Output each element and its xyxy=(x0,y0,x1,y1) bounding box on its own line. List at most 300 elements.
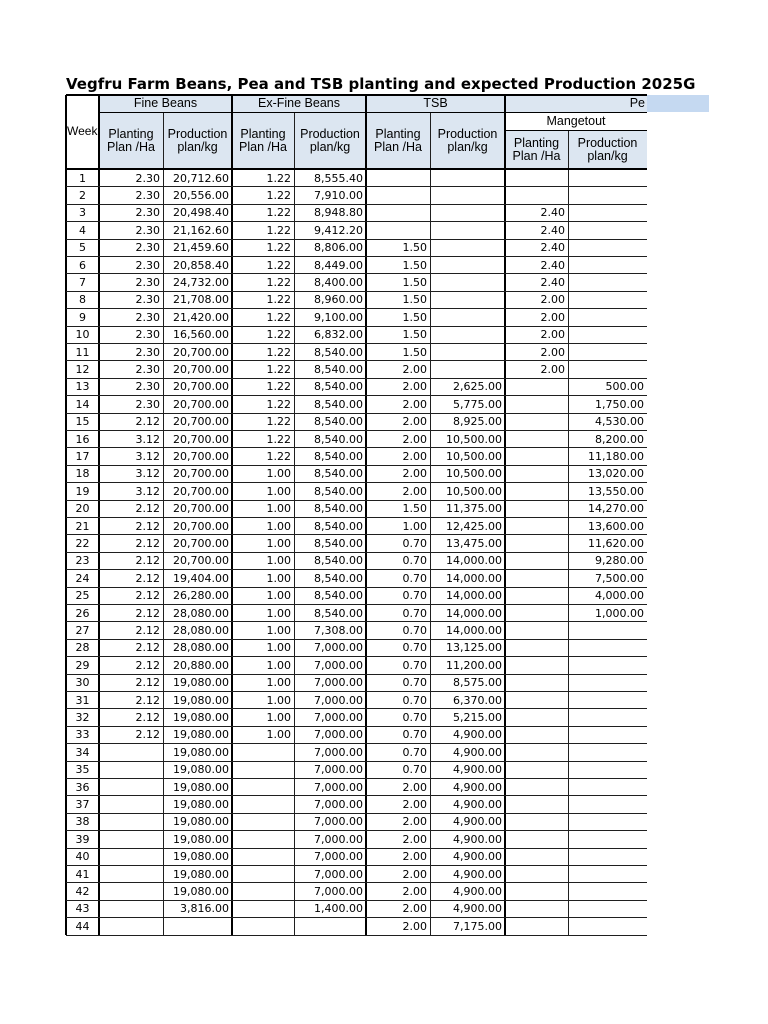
mangetout-planting-cell[interactable]: 2.40 xyxy=(540,223,565,237)
tsb-production-cell[interactable]: 2,625.00 xyxy=(453,380,502,394)
mangetout-planting-cell[interactable] xyxy=(505,657,568,674)
ex-fine-production-cell[interactable]: 7,000.00 xyxy=(314,867,363,881)
mangetout-production-cell[interactable] xyxy=(568,187,647,204)
ex-fine-production-cell[interactable]: 1,400.00 xyxy=(314,902,363,916)
ex-fine-planting-cell[interactable]: 1.22 xyxy=(266,171,291,185)
ex-fine-production-cell[interactable]: 8,540.00 xyxy=(314,484,363,498)
ex-fine-production-cell[interactable]: 7,000.00 xyxy=(314,763,363,777)
ex-fine-planting-cell[interactable]: 1.00 xyxy=(266,693,291,707)
tsb-production-cell[interactable]: 12,425.00 xyxy=(446,519,502,533)
ex-fine-production-cell[interactable]: 8,960.00 xyxy=(314,293,363,307)
mangetout-planting-cell[interactable] xyxy=(505,639,568,656)
ex-fine-planting-cell[interactable]: 1.22 xyxy=(266,310,291,324)
tsb-production-cell[interactable]: 4,900.00 xyxy=(453,745,502,759)
tsb-production-cell[interactable]: 14,000.00 xyxy=(446,554,502,568)
mangetout-production-cell[interactable] xyxy=(568,274,647,291)
mangetout-planting-cell[interactable] xyxy=(505,779,568,796)
mangetout-production-cell[interactable]: 7,500.00 xyxy=(595,571,644,585)
mangetout-production-cell[interactable]: 11,620.00 xyxy=(588,536,644,550)
week-cell[interactable]: 19 xyxy=(75,484,90,498)
week-cell[interactable]: 41 xyxy=(75,867,90,881)
tsb-production-cell[interactable] xyxy=(430,239,505,256)
tsb-production-cell[interactable]: 11,200.00 xyxy=(446,658,502,672)
ex-fine-production-cell[interactable]: 9,412.20 xyxy=(314,223,363,237)
week-cell[interactable]: 1 xyxy=(79,171,86,185)
mangetout-production-cell[interactable]: 14,270.00 xyxy=(588,502,644,516)
ex-fine-production-cell[interactable]: 8,540.00 xyxy=(314,432,363,446)
ex-fine-production-cell[interactable]: 7,000.00 xyxy=(314,693,363,707)
mangetout-production-cell[interactable] xyxy=(568,674,647,691)
fine-beans-production-cell[interactable]: 20,880.00 xyxy=(173,658,229,672)
ex-fine-production-cell[interactable]: 8,948.80 xyxy=(314,206,363,220)
tsb-planting-cell[interactable]: 0.70 xyxy=(402,606,427,620)
fine-beans-production-cell[interactable]: 19,080.00 xyxy=(173,745,229,759)
week-cell[interactable]: 34 xyxy=(75,745,90,759)
fine-beans-planting-cell[interactable] xyxy=(99,796,163,813)
mangetout-planting-cell[interactable]: 2.00 xyxy=(540,293,565,307)
mangetout-production-cell[interactable]: 11,180.00 xyxy=(588,449,644,463)
mangetout-production-cell[interactable] xyxy=(568,761,647,778)
fine-beans-planting-cell[interactable]: 2.12 xyxy=(135,502,160,516)
tsb-production-cell[interactable]: 14,000.00 xyxy=(446,571,502,585)
mangetout-planting-cell[interactable]: 2.40 xyxy=(540,258,565,272)
ex-fine-production-cell[interactable]: 7,910.00 xyxy=(314,188,363,202)
fine-beans-planting-cell[interactable]: 2.30 xyxy=(135,258,160,272)
fine-beans-planting-cell[interactable]: 2.30 xyxy=(135,188,160,202)
mangetout-production-cell[interactable] xyxy=(568,291,647,308)
tsb-planting-cell[interactable]: 1.50 xyxy=(402,275,427,289)
fine-beans-planting-cell[interactable]: 3.12 xyxy=(135,449,160,463)
ex-fine-production-cell[interactable]: 8,806.00 xyxy=(314,241,363,255)
ex-fine-production-cell[interactable]: 7,000.00 xyxy=(314,832,363,846)
mangetout-planting-cell[interactable] xyxy=(505,500,568,517)
tsb-production-cell[interactable]: 4,900.00 xyxy=(453,797,502,811)
fine-beans-production-cell[interactable]: 19,080.00 xyxy=(173,867,229,881)
mangetout-planting-cell[interactable] xyxy=(505,622,568,639)
tsb-production-cell[interactable]: 5,775.00 xyxy=(453,397,502,411)
mangetout-production-cell[interactable] xyxy=(568,726,647,743)
mangetout-production-cell[interactable] xyxy=(568,709,647,726)
tsb-planting-cell[interactable]: 2.00 xyxy=(402,380,427,394)
ex-fine-planting-cell[interactable]: 1.00 xyxy=(266,589,291,603)
ex-fine-production-cell[interactable]: 6,832.00 xyxy=(314,328,363,342)
mangetout-production-cell[interactable] xyxy=(568,813,647,830)
ex-fine-production-cell[interactable]: 8,540.00 xyxy=(314,554,363,568)
fine-beans-production-cell[interactable]: 20,700.00 xyxy=(173,362,229,376)
mangetout-production-cell[interactable]: 13,550.00 xyxy=(588,484,644,498)
mangetout-production-cell[interactable] xyxy=(568,866,647,883)
week-cell[interactable]: 26 xyxy=(75,606,90,620)
week-cell[interactable]: 12 xyxy=(75,362,90,376)
fine-beans-production-cell[interactable]: 20,700.00 xyxy=(173,432,229,446)
tsb-planting-cell[interactable]: 0.70 xyxy=(402,536,427,550)
tsb-planting-cell[interactable]: 1.00 xyxy=(402,519,427,533)
tsb-planting-cell[interactable]: 0.70 xyxy=(402,658,427,672)
fine-beans-planting-cell[interactable] xyxy=(99,900,163,917)
ex-fine-planting-cell[interactable]: 1.22 xyxy=(266,223,291,237)
ex-fine-planting-cell[interactable]: 1.00 xyxy=(266,519,291,533)
mangetout-planting-cell[interactable]: 2.40 xyxy=(540,241,565,255)
tsb-production-cell[interactable]: 10,500.00 xyxy=(446,432,502,446)
fine-beans-production-cell[interactable]: 19,080.00 xyxy=(173,763,229,777)
week-cell[interactable]: 18 xyxy=(75,467,90,481)
tsb-planting-cell[interactable]: 0.70 xyxy=(402,554,427,568)
week-cell[interactable]: 40 xyxy=(75,850,90,864)
tsb-production-cell[interactable]: 4,900.00 xyxy=(453,728,502,742)
mangetout-planting-cell[interactable]: 2.00 xyxy=(540,328,565,342)
tsb-production-cell[interactable] xyxy=(430,326,505,343)
week-cell[interactable]: 33 xyxy=(75,728,90,742)
ex-fine-planting-cell[interactable]: 1.22 xyxy=(266,432,291,446)
fine-beans-production-cell[interactable]: 20,700.00 xyxy=(173,345,229,359)
fine-beans-planting-cell[interactable]: 3.12 xyxy=(135,467,160,481)
tsb-production-cell[interactable] xyxy=(430,204,505,221)
mangetout-planting-cell[interactable] xyxy=(505,866,568,883)
mangetout-planting-cell[interactable] xyxy=(505,674,568,691)
mangetout-planting-cell[interactable] xyxy=(505,831,568,848)
tsb-production-cell[interactable]: 7,175.00 xyxy=(453,919,502,933)
week-cell[interactable]: 6 xyxy=(79,258,86,272)
week-cell[interactable]: 17 xyxy=(75,449,90,463)
mangetout-planting-cell[interactable] xyxy=(505,726,568,743)
ex-fine-planting-cell[interactable]: 1.22 xyxy=(266,415,291,429)
mangetout-production-cell[interactable]: 4,530.00 xyxy=(595,415,644,429)
ex-fine-planting-cell[interactable] xyxy=(232,813,294,830)
week-cell[interactable]: 3 xyxy=(79,206,86,220)
tsb-planting-cell[interactable]: 2.00 xyxy=(402,449,427,463)
mangetout-planting-cell[interactable] xyxy=(505,570,568,587)
fine-beans-planting-cell[interactable]: 2.12 xyxy=(135,536,160,550)
ex-fine-planting-cell[interactable]: 1.22 xyxy=(266,258,291,272)
week-cell[interactable]: 4 xyxy=(79,223,86,237)
fine-beans-production-cell[interactable]: 24,732.00 xyxy=(173,275,229,289)
mangetout-production-cell[interactable] xyxy=(568,639,647,656)
tsb-planting-cell[interactable]: 0.70 xyxy=(402,641,427,655)
fine-beans-planting-cell[interactable]: 2.30 xyxy=(135,310,160,324)
fine-beans-planting-cell[interactable]: 2.12 xyxy=(135,519,160,533)
ex-fine-production-cell[interactable]: 8,540.00 xyxy=(314,589,363,603)
ex-fine-planting-cell[interactable]: 1.22 xyxy=(266,362,291,376)
fine-beans-planting-cell[interactable]: 2.12 xyxy=(135,710,160,724)
fine-beans-planting-cell[interactable]: 2.30 xyxy=(135,241,160,255)
tsb-planting-cell[interactable]: 2.00 xyxy=(402,797,427,811)
tsb-production-cell[interactable] xyxy=(430,344,505,361)
fine-beans-planting-cell[interactable]: 2.30 xyxy=(135,362,160,376)
tsb-planting-cell[interactable]: 2.00 xyxy=(402,919,427,933)
week-cell[interactable]: 36 xyxy=(75,780,90,794)
tsb-production-cell[interactable] xyxy=(430,222,505,239)
mangetout-production-cell[interactable] xyxy=(568,779,647,796)
fine-beans-production-cell[interactable]: 19,080.00 xyxy=(173,832,229,846)
ex-fine-planting-cell[interactable] xyxy=(232,866,294,883)
tsb-planting-cell[interactable]: 2.00 xyxy=(402,362,427,376)
mangetout-planting-cell[interactable]: 2.00 xyxy=(540,310,565,324)
mangetout-production-cell[interactable] xyxy=(568,622,647,639)
mangetout-planting-cell[interactable] xyxy=(505,378,568,395)
fine-beans-planting-cell[interactable]: 2.12 xyxy=(135,623,160,637)
ex-fine-planting-cell[interactable]: 1.22 xyxy=(266,345,291,359)
fine-beans-production-cell[interactable] xyxy=(163,918,232,935)
fine-beans-production-cell[interactable]: 20,700.00 xyxy=(173,415,229,429)
fine-beans-production-cell[interactable]: 21,420.00 xyxy=(173,310,229,324)
ex-fine-planting-cell[interactable]: 1.22 xyxy=(266,188,291,202)
tsb-production-cell[interactable]: 5,215.00 xyxy=(453,710,502,724)
fine-beans-planting-cell[interactable]: 2.30 xyxy=(135,171,160,185)
tsb-planting-cell[interactable]: 1.50 xyxy=(402,293,427,307)
fine-beans-production-cell[interactable]: 20,556.00 xyxy=(173,188,229,202)
fine-beans-production-cell[interactable]: 16,560.00 xyxy=(173,328,229,342)
tsb-production-cell[interactable] xyxy=(430,361,505,378)
tsb-production-cell[interactable] xyxy=(430,170,505,187)
mangetout-production-cell[interactable] xyxy=(568,744,647,761)
mangetout-planting-cell[interactable] xyxy=(505,448,568,465)
tsb-planting-cell[interactable]: 2.00 xyxy=(402,432,427,446)
mangetout-production-cell[interactable] xyxy=(568,918,647,935)
mangetout-production-cell[interactable] xyxy=(568,796,647,813)
fine-beans-production-cell[interactable]: 19,080.00 xyxy=(173,797,229,811)
ex-fine-planting-cell[interactable] xyxy=(232,761,294,778)
week-cell[interactable]: 44 xyxy=(75,919,90,933)
week-cell[interactable]: 9 xyxy=(79,310,86,324)
tsb-production-cell[interactable]: 8,925.00 xyxy=(453,415,502,429)
mangetout-production-cell[interactable]: 13,020.00 xyxy=(588,467,644,481)
ex-fine-planting-cell[interactable]: 1.00 xyxy=(266,467,291,481)
ex-fine-production-cell[interactable]: 7,000.00 xyxy=(314,745,363,759)
tsb-planting-cell[interactable]: 2.00 xyxy=(402,884,427,898)
mangetout-planting-cell[interactable] xyxy=(505,605,568,622)
week-cell[interactable]: 20 xyxy=(75,502,90,516)
tsb-planting-cell[interactable]: 2.00 xyxy=(402,467,427,481)
mangetout-production-cell[interactable]: 9,280.00 xyxy=(595,554,644,568)
tsb-planting-cell[interactable]: 1.50 xyxy=(402,502,427,516)
mangetout-production-cell[interactable] xyxy=(568,170,647,187)
ex-fine-planting-cell[interactable]: 1.00 xyxy=(266,571,291,585)
ex-fine-planting-cell[interactable]: 1.22 xyxy=(266,293,291,307)
ex-fine-production-cell[interactable]: 7,000.00 xyxy=(314,641,363,655)
ex-fine-production-cell[interactable]: 8,540.00 xyxy=(314,519,363,533)
tsb-production-cell[interactable]: 10,500.00 xyxy=(446,467,502,481)
ex-fine-production-cell[interactable]: 7,000.00 xyxy=(314,658,363,672)
tsb-production-cell[interactable]: 11,375.00 xyxy=(446,502,502,516)
tsb-planting-cell[interactable]: 1.50 xyxy=(402,258,427,272)
tsb-planting-cell[interactable]: 2.00 xyxy=(402,484,427,498)
tsb-planting-cell[interactable]: 0.70 xyxy=(402,676,427,690)
tsb-production-cell[interactable]: 4,900.00 xyxy=(453,815,502,829)
fine-beans-planting-cell[interactable]: 2.12 xyxy=(135,589,160,603)
tsb-planting-cell[interactable]: 2.00 xyxy=(402,397,427,411)
mangetout-planting-cell[interactable]: 2.40 xyxy=(540,206,565,220)
tsb-planting-cell[interactable]: 1.50 xyxy=(402,241,427,255)
fine-beans-production-cell[interactable]: 19,080.00 xyxy=(173,884,229,898)
tsb-planting-cell[interactable]: 0.70 xyxy=(402,745,427,759)
fine-beans-production-cell[interactable]: 20,700.00 xyxy=(173,519,229,533)
fine-beans-production-cell[interactable]: 19,080.00 xyxy=(173,850,229,864)
ex-fine-planting-cell[interactable]: 1.00 xyxy=(266,502,291,516)
tsb-production-cell[interactable]: 10,500.00 xyxy=(446,449,502,463)
week-cell[interactable]: 30 xyxy=(75,676,90,690)
week-cell[interactable]: 37 xyxy=(75,797,90,811)
mangetout-planting-cell[interactable] xyxy=(505,431,568,448)
week-cell[interactable]: 21 xyxy=(75,519,90,533)
mangetout-planting-cell[interactable] xyxy=(505,535,568,552)
week-cell[interactable]: 38 xyxy=(75,815,90,829)
fine-beans-production-cell[interactable]: 28,080.00 xyxy=(173,606,229,620)
week-cell[interactable]: 25 xyxy=(75,589,90,603)
ex-fine-production-cell[interactable]: 7,000.00 xyxy=(314,676,363,690)
mangetout-production-cell[interactable]: 500.00 xyxy=(605,380,644,394)
fine-beans-production-cell[interactable]: 19,080.00 xyxy=(173,815,229,829)
fine-beans-production-cell[interactable]: 20,700.00 xyxy=(173,380,229,394)
ex-fine-planting-cell[interactable]: 1.00 xyxy=(266,606,291,620)
mangetout-planting-cell[interactable]: 2.40 xyxy=(540,275,565,289)
week-cell[interactable]: 42 xyxy=(75,884,90,898)
week-cell[interactable]: 14 xyxy=(75,397,90,411)
ex-fine-planting-cell[interactable]: 1.22 xyxy=(266,449,291,463)
ex-fine-production-cell[interactable]: 7,000.00 xyxy=(314,850,363,864)
mangetout-production-cell[interactable] xyxy=(568,657,647,674)
ex-fine-planting-cell[interactable]: 1.00 xyxy=(266,676,291,690)
tsb-planting-cell[interactable]: 2.00 xyxy=(402,867,427,881)
fine-beans-production-cell[interactable]: 20,700.00 xyxy=(173,502,229,516)
mangetout-planting-cell[interactable] xyxy=(505,744,568,761)
fine-beans-production-cell[interactable]: 20,700.00 xyxy=(173,554,229,568)
ex-fine-production-cell[interactable]: 7,000.00 xyxy=(314,815,363,829)
ex-fine-planting-cell[interactable]: 1.00 xyxy=(266,484,291,498)
mangetout-production-cell[interactable] xyxy=(568,361,647,378)
ex-fine-planting-cell[interactable]: 1.00 xyxy=(266,710,291,724)
fine-beans-production-cell[interactable]: 21,708.00 xyxy=(173,293,229,307)
ex-fine-production-cell[interactable]: 8,540.00 xyxy=(314,362,363,376)
week-cell[interactable]: 22 xyxy=(75,536,90,550)
ex-fine-production-cell[interactable]: 7,000.00 xyxy=(314,780,363,794)
mangetout-production-cell[interactable] xyxy=(568,257,647,274)
fine-beans-production-cell[interactable]: 20,700.00 xyxy=(173,449,229,463)
fine-beans-planting-cell[interactable] xyxy=(99,918,163,935)
ex-fine-production-cell[interactable]: 8,540.00 xyxy=(314,536,363,550)
fine-beans-production-cell[interactable]: 20,712.60 xyxy=(173,171,229,185)
fine-beans-planting-cell[interactable]: 2.12 xyxy=(135,658,160,672)
ex-fine-production-cell[interactable]: 7,308.00 xyxy=(314,623,363,637)
week-cell[interactable]: 43 xyxy=(75,902,90,916)
week-cell[interactable]: 7 xyxy=(79,275,86,289)
ex-fine-production-cell[interactable]: 7,000.00 xyxy=(314,728,363,742)
week-cell[interactable]: 5 xyxy=(79,241,86,255)
mangetout-planting-cell[interactable] xyxy=(505,552,568,569)
ex-fine-planting-cell[interactable] xyxy=(232,779,294,796)
ex-fine-planting-cell[interactable]: 1.00 xyxy=(266,554,291,568)
mangetout-production-cell[interactable] xyxy=(568,222,647,239)
tsb-planting-cell[interactable]: 0.70 xyxy=(402,623,427,637)
fine-beans-planting-cell[interactable] xyxy=(99,779,163,796)
mangetout-production-cell[interactable]: 8,200.00 xyxy=(595,432,644,446)
ex-fine-production-cell[interactable]: 7,000.00 xyxy=(314,797,363,811)
week-cell[interactable]: 23 xyxy=(75,554,90,568)
fine-beans-planting-cell[interactable]: 2.30 xyxy=(135,223,160,237)
tsb-production-cell[interactable]: 4,900.00 xyxy=(453,884,502,898)
tsb-production-cell[interactable]: 10,500.00 xyxy=(446,484,502,498)
fine-beans-planting-cell[interactable] xyxy=(99,831,163,848)
ex-fine-planting-cell[interactable] xyxy=(232,848,294,865)
mangetout-planting-cell[interactable] xyxy=(505,465,568,482)
fine-beans-planting-cell[interactable]: 2.12 xyxy=(135,415,160,429)
fine-beans-production-cell[interactable]: 20,700.00 xyxy=(173,467,229,481)
fine-beans-planting-cell[interactable]: 2.30 xyxy=(135,345,160,359)
ex-fine-planting-cell[interactable]: 1.00 xyxy=(266,658,291,672)
tsb-planting-cell[interactable]: 2.00 xyxy=(402,415,427,429)
fine-beans-production-cell[interactable]: 20,858.40 xyxy=(173,258,229,272)
fine-beans-production-cell[interactable]: 19,080.00 xyxy=(173,693,229,707)
tsb-production-cell[interactable]: 4,900.00 xyxy=(453,780,502,794)
fine-beans-planting-cell[interactable] xyxy=(99,744,163,761)
fine-beans-production-cell[interactable]: 20,700.00 xyxy=(173,397,229,411)
fine-beans-production-cell[interactable]: 19,080.00 xyxy=(173,710,229,724)
fine-beans-production-cell[interactable]: 19,080.00 xyxy=(173,676,229,690)
ex-fine-planting-cell[interactable] xyxy=(232,918,294,935)
mangetout-production-cell[interactable] xyxy=(568,344,647,361)
week-cell[interactable]: 31 xyxy=(75,693,90,707)
ex-fine-production-cell[interactable]: 8,555.40 xyxy=(314,171,363,185)
week-cell[interactable]: 11 xyxy=(75,345,90,359)
tsb-production-cell[interactable]: 13,125.00 xyxy=(446,641,502,655)
fine-beans-planting-cell[interactable]: 2.12 xyxy=(135,676,160,690)
mangetout-planting-cell[interactable] xyxy=(505,709,568,726)
mangetout-production-cell[interactable]: 1,750.00 xyxy=(595,397,644,411)
ex-fine-planting-cell[interactable] xyxy=(232,744,294,761)
ex-fine-production-cell[interactable]: 8,400.00 xyxy=(314,275,363,289)
fine-beans-production-cell[interactable]: 28,080.00 xyxy=(173,623,229,637)
week-cell[interactable]: 13 xyxy=(75,380,90,394)
tsb-production-cell[interactable] xyxy=(430,309,505,326)
ex-fine-production-cell[interactable]: 7,000.00 xyxy=(314,884,363,898)
tsb-planting-cell[interactable]: 2.00 xyxy=(402,780,427,794)
week-cell[interactable]: 39 xyxy=(75,832,90,846)
tsb-planting-cell[interactable]: 0.70 xyxy=(402,693,427,707)
mangetout-production-cell[interactable] xyxy=(568,204,647,221)
tsb-production-cell[interactable]: 4,900.00 xyxy=(453,832,502,846)
ex-fine-production-cell[interactable]: 8,449.00 xyxy=(314,258,363,272)
ex-fine-production-cell[interactable]: 8,540.00 xyxy=(314,415,363,429)
fine-beans-planting-cell[interactable] xyxy=(99,866,163,883)
fine-beans-production-cell[interactable]: 20,700.00 xyxy=(173,536,229,550)
ex-fine-planting-cell[interactable]: 1.22 xyxy=(266,397,291,411)
mangetout-planting-cell[interactable] xyxy=(505,918,568,935)
mangetout-production-cell[interactable] xyxy=(568,831,647,848)
tsb-planting-cell[interactable]: 0.70 xyxy=(402,710,427,724)
mangetout-planting-cell[interactable] xyxy=(505,813,568,830)
ex-fine-planting-cell[interactable] xyxy=(232,900,294,917)
mangetout-production-cell[interactable] xyxy=(568,326,647,343)
mangetout-production-cell[interactable] xyxy=(568,239,647,256)
fine-beans-production-cell[interactable]: 26,280.00 xyxy=(173,589,229,603)
mangetout-planting-cell[interactable] xyxy=(505,796,568,813)
ex-fine-planting-cell[interactable]: 1.22 xyxy=(266,328,291,342)
week-cell[interactable]: 35 xyxy=(75,763,90,777)
fine-beans-planting-cell[interactable]: 2.12 xyxy=(135,728,160,742)
ex-fine-production-cell[interactable]: 8,540.00 xyxy=(314,397,363,411)
tsb-planting-cell[interactable]: 0.70 xyxy=(402,589,427,603)
mangetout-production-cell[interactable]: 13,600.00 xyxy=(588,519,644,533)
mangetout-production-cell[interactable] xyxy=(568,883,647,900)
ex-fine-production-cell[interactable]: 8,540.00 xyxy=(314,449,363,463)
tsb-production-cell[interactable] xyxy=(430,274,505,291)
fine-beans-planting-cell[interactable] xyxy=(99,813,163,830)
ex-fine-planting-cell[interactable] xyxy=(232,831,294,848)
fine-beans-planting-cell[interactable]: 2.12 xyxy=(135,641,160,655)
fine-beans-planting-cell[interactable]: 3.12 xyxy=(135,432,160,446)
week-cell[interactable]: 32 xyxy=(75,710,90,724)
tsb-planting-cell[interactable] xyxy=(366,187,430,204)
tsb-planting-cell[interactable]: 0.70 xyxy=(402,571,427,585)
